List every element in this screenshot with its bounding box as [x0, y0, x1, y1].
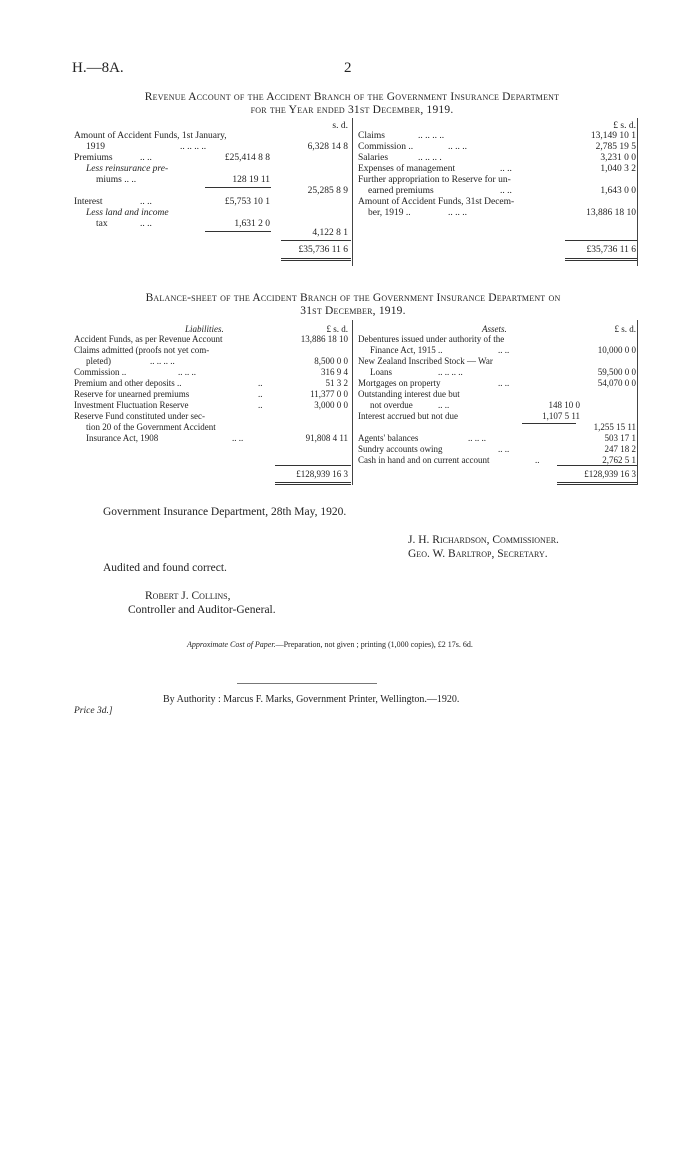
auditor-title: Controller and Auditor-General. [128, 604, 276, 616]
liability-amount: 11,377 0 0 [310, 389, 348, 399]
asset-amount: 247 18 2 [604, 444, 636, 454]
leader-dots: .. [258, 389, 263, 399]
balance-title-line1: Balance-sheet of the Accident Branch of the Government Insurance Department on [145, 292, 561, 304]
total-rule [557, 465, 637, 466]
revenue-cr-amount: 1,040 3 2 [600, 164, 636, 174]
revenue-dr-subamount: £25,414 8 8 [224, 153, 270, 163]
liabilities-heading: Liabilities. [185, 324, 224, 334]
leader-dots: .. .. [500, 164, 512, 174]
liability-amount: 51 3 2 [325, 378, 348, 388]
revenue-cr-label: Further appropriation to Reserve for un- [358, 175, 511, 185]
leader-dots: .. .. [498, 444, 510, 454]
total-double-rule [281, 258, 351, 259]
revenue-cr-amount: 13,886 18 10 [586, 208, 636, 218]
revenue-cr-amount: 3,231 0 0 [600, 153, 636, 163]
total-rule [281, 240, 351, 241]
total-rule [565, 240, 637, 241]
department-date-line: Government Insurance Department, 28th May, 1920. [103, 506, 347, 518]
subtotal-rule [205, 187, 271, 188]
liability-label: Investment Fluctuation Reserve [74, 400, 189, 410]
leader-dots: .. .. [232, 433, 244, 443]
leader-dots: .. .. .. [468, 433, 486, 443]
liability-label: tion 20 of the Government Accident [86, 422, 216, 432]
asset-label: Interest accrued but not due [358, 411, 458, 421]
asset-amount: 59,500 0 0 [597, 367, 636, 377]
asset-label: Finance Act, 1915 .. [370, 345, 443, 355]
asset-label: Sundry accounts owing [358, 444, 443, 454]
revenue-dr-label: 1919 [86, 142, 105, 152]
liabilities-total: £128,939 16 3 [296, 469, 348, 479]
leader-dots: .. [535, 455, 540, 465]
leader-dots: .. [258, 400, 263, 410]
leader-dots: .. .. .. .. [180, 142, 207, 152]
total-double-rule [557, 484, 637, 485]
revenue-dr-label: Less land and income [86, 208, 169, 218]
asset-subamount: 148 10 0 [548, 400, 580, 410]
leader-dots: .. .. .. [178, 367, 196, 377]
leader-dots: .. .. [498, 378, 510, 388]
revenue-dr-subamount: £5,753 10 1 [224, 197, 270, 207]
leader-dots: .. .. [140, 197, 152, 207]
total-rule [275, 465, 351, 466]
authority-imprint: By Authority : Marcus F. Marks, Government Printer, Wellington.—1920. [163, 694, 460, 705]
asset-amount: 1,255 15 11 [593, 422, 636, 432]
liability-amount: 316 9 4 [321, 367, 348, 377]
revenue-dr-subamount: 1,631 2 0 [234, 219, 270, 229]
audited-statement: Audited and found correct. [103, 562, 227, 574]
liability-label: Insurance Act, 1908 [86, 433, 159, 443]
secretary-signature: Geo. W. Barltrop, Secretary. [408, 548, 548, 560]
balance-center-rule [352, 320, 353, 485]
revenue-dr-label: Interest [74, 197, 103, 207]
revenue-dr-amount: 4,122 8 1 [312, 228, 348, 238]
total-double-rule [275, 484, 351, 485]
asset-label: Loans [370, 367, 392, 377]
asset-label: Outstanding interest due but [358, 389, 460, 399]
assets-heading: Assets. [482, 324, 507, 334]
revenue-title-line2: for the Year ended 31st December, 1919. [250, 104, 454, 116]
assets-column-head: £ s. d. [614, 324, 636, 334]
revenue-dr-total: £35,736 11 6 [298, 245, 348, 255]
revenue-center-rule [352, 118, 353, 266]
leader-dots: .. .. [438, 400, 450, 410]
asset-amount: 54,070 0 0 [597, 378, 636, 388]
liability-label: Reserve for unearned premiums [74, 389, 190, 399]
liability-label: Premium and other deposits .. [74, 378, 182, 388]
revenue-dr-label: miums .. .. [96, 175, 137, 185]
total-double-rule [275, 482, 351, 483]
revenue-cr-amount: 1,643 0 0 [600, 186, 636, 196]
authority-rule [237, 683, 377, 684]
liability-amount: 8,500 0 0 [314, 356, 348, 366]
revenue-cr-total: £35,736 11 6 [586, 245, 636, 255]
liability-amount: 91,808 4 11 [305, 433, 348, 443]
leader-dots: .. .. .. [448, 208, 467, 218]
liability-amount: 13,886 18 10 [300, 334, 348, 344]
revenue-cr-label: Amount of Accident Funds, 31st Decem- [358, 197, 515, 207]
commissioner-signature: J. H. Richardson, Commissioner. [408, 534, 559, 546]
cost-note-label: Approximate Cost of Paper. [187, 640, 276, 649]
asset-subamount: 1,107 5 11 [542, 411, 580, 421]
asset-label: Cash in hand and on current account [358, 455, 490, 465]
revenue-dr-subamount: 128 19 11 [232, 175, 270, 185]
leader-dots: .. [258, 378, 263, 388]
cost-note [187, 640, 473, 649]
asset-label: Agents' balances [358, 433, 419, 443]
total-double-rule [557, 482, 637, 483]
balance-title-line2: 31st December, 1919. [300, 305, 406, 317]
revenue-cr-column-head: £ s. d. [613, 121, 636, 131]
cost-note-text: —Preparation, not given ; printing (1,000 copies), £2 17s. 6d. [275, 640, 473, 649]
revenue-right-rule [637, 118, 638, 266]
asset-amount: 503 17 1 [604, 433, 636, 443]
subtotal-rule [522, 423, 576, 424]
page-number: 2 [344, 60, 352, 76]
revenue-cr-label: Expenses of management [358, 164, 456, 174]
leader-dots: .. .. .. [448, 142, 467, 152]
leader-dots: .. .. .. .. [150, 356, 175, 366]
liability-amount: 3,000 0 0 [314, 400, 348, 410]
revenue-dr-label: Amount of Accident Funds, 1st January, [74, 131, 227, 141]
leader-dots: .. .. [140, 153, 152, 163]
leader-dots: .. .. [498, 345, 510, 355]
total-double-rule [281, 260, 351, 261]
leader-dots: .. .. .. .. [418, 131, 445, 141]
revenue-dr-label: Less reinsurance pre- [86, 164, 169, 174]
balance-right-rule [637, 320, 638, 485]
revenue-cr-label: earned premiums [368, 186, 434, 196]
asset-amount: 10,000 0 0 [597, 345, 636, 355]
revenue-dr-amount: 25,285 8 9 [307, 186, 348, 196]
revenue-dr-amount: 6,328 14 8 [307, 142, 348, 152]
revenue-cr-amount: 2,785 19 5 [595, 142, 636, 152]
asset-label: not overdue [370, 400, 413, 410]
assets-total: £128,939 16 3 [584, 469, 636, 479]
revenue-dr-label: tax [96, 219, 108, 229]
liabilities-column-head: £ s. d. [326, 324, 348, 334]
liability-label: Accident Funds, as per Revenue Account [74, 334, 223, 344]
liability-label: Reserve Fund constituted under sec- [74, 411, 205, 421]
revenue-dr-label: Premiums [74, 153, 113, 163]
revenue-dr-column-head: s. d. [332, 121, 348, 131]
asset-label: New Zealand Inscribed Stock — War [358, 356, 493, 366]
total-double-rule [565, 258, 637, 259]
subtotal-rule [205, 231, 271, 232]
price-note: Price 3d.] [74, 706, 113, 716]
asset-label: Mortgages on property [358, 378, 441, 388]
leader-dots: .. .. .. .. [438, 367, 463, 377]
revenue-cr-label: ber, 1919 .. [368, 208, 411, 218]
auditor-name: Robert J. Collins, [145, 590, 231, 602]
revenue-cr-label: Claims [358, 131, 385, 141]
asset-amount: 2,762 5 1 [602, 455, 636, 465]
leader-dots: .. .. .. . [418, 153, 442, 163]
total-double-rule [565, 260, 637, 261]
revenue-cr-amount: 13,149 10 1 [590, 131, 636, 141]
leader-dots: .. .. [500, 186, 512, 196]
revenue-cr-label: Salaries [358, 153, 389, 163]
document-reference: H.—8A. [72, 60, 124, 76]
liability-label: Commission .. [74, 367, 127, 377]
revenue-cr-label: Commission .. [358, 142, 414, 152]
leader-dots: .. .. [140, 219, 152, 229]
asset-label: Debentures issued under authority of the [358, 334, 505, 344]
liability-label: pleted) [86, 356, 111, 366]
revenue-title-line1: Revenue Account of the Accident Branch of the Government Insurance Department [144, 91, 560, 103]
liability-label: Claims admitted (proofs not yet com- [74, 345, 210, 355]
